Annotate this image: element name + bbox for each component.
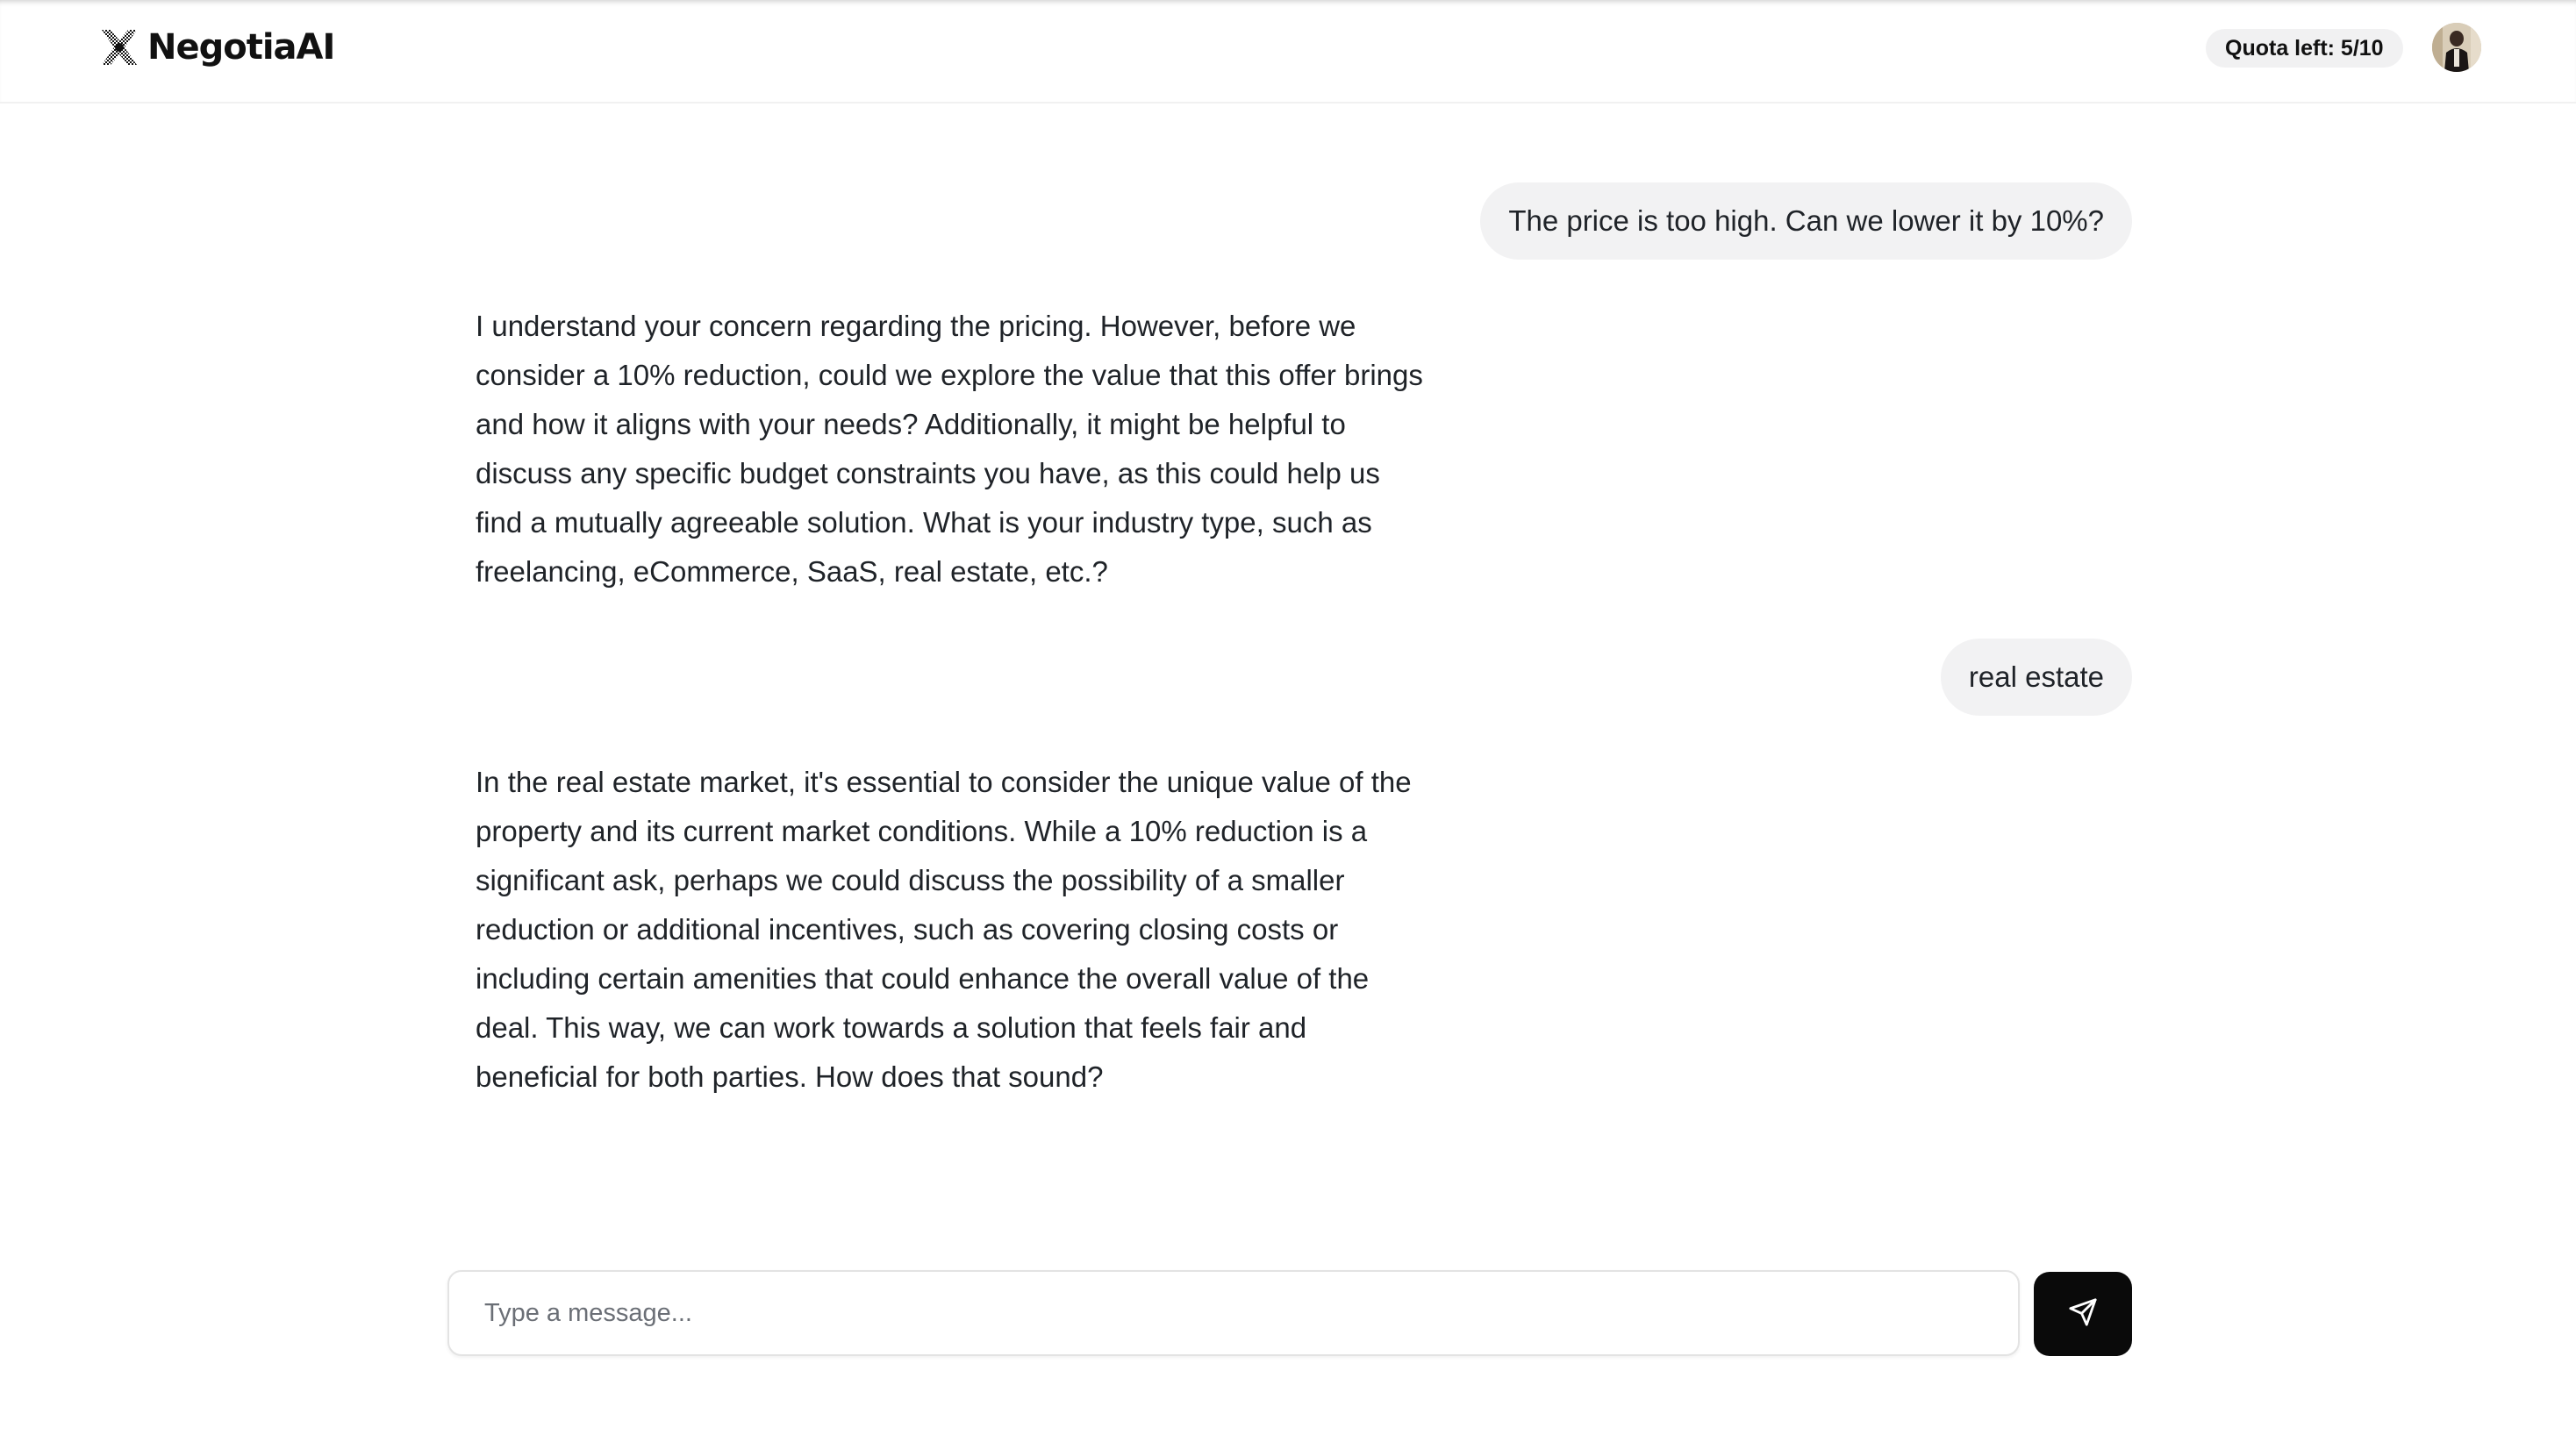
brand[interactable] [100,21,334,74]
message-input[interactable] [449,1272,2018,1354]
message-composer [447,1270,2020,1356]
brand-name: NegotiaAI [147,27,335,68]
top-bar [0,0,2576,104]
send-button[interactable] [2034,1272,2132,1356]
quota-badge: Quota left: 5/10 [2206,29,2403,68]
checkered-x-logo-icon [100,28,139,67]
send-paper-plane-icon [2068,1297,2098,1331]
user-avatar[interactable] [2432,23,2481,72]
user-message-bubble: real estate [1941,639,2132,716]
user-message-bubble: The price is too high. Can we lower it by 10%? [1480,182,2132,260]
assistant-message: In the real estate market, it's essential to consider the unique value of the property and its current market conditions. While a 10% reduction is a significant ask, perhaps we could discuss the possibility of a smaller reduction or additional incentives, such as covering closing costs or including certain amenities that could enhance the overall value of the deal. This way, we can work towards a solution that feels fair and beneficial for both parties. How does that sound? [476,766,1412,1093]
assistant-message: I understand your concern regarding the pricing. However, before we consider a 10% reduction, could we explore the value that this offer brings and how it aligns with your needs? Additionally, it might be helpful to discuss any specific budget constraints you have, as this could help us find a mutually agreeable solution. What is your industry type, such as freelancing, eCommerce, SaaS, real estate, etc.? [476,310,1423,588]
